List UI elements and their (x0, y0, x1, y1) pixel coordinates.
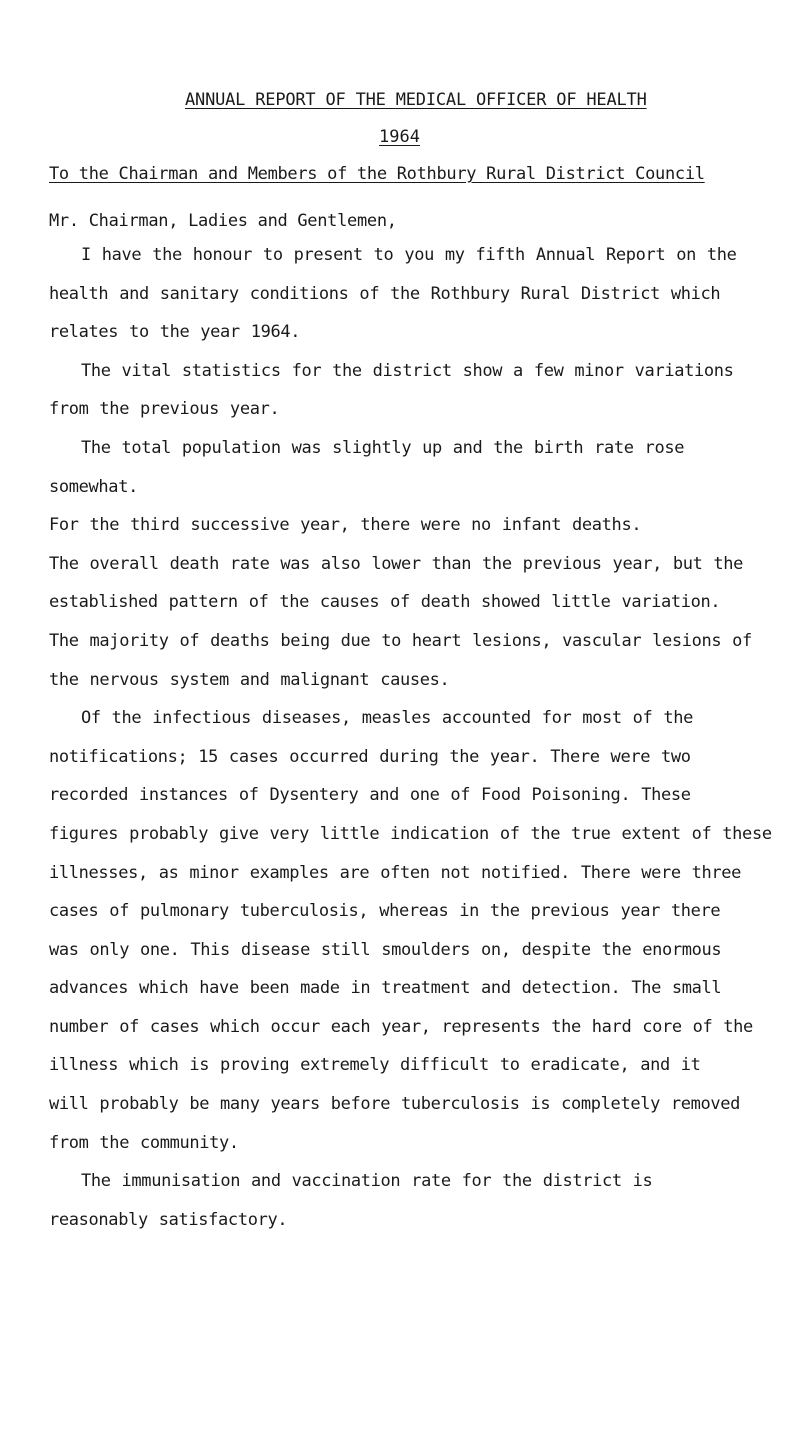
body-line: number of cases which occur each year, represents the hard core of the (49, 1016, 753, 1037)
body-line: will probably be many years before tuberculosis is completely removed (49, 1094, 741, 1115)
body-line: from the community. (49, 1132, 239, 1153)
body-line: somewhat. (49, 476, 138, 497)
body-line: For the third successive year, there were no infant deaths. (49, 515, 642, 536)
report-year: 1964 (379, 127, 420, 147)
body-line: illnesses, as minor examples are often not notified. There were three (49, 862, 742, 883)
body-line: the nervous system and malignant causes. (49, 669, 450, 690)
body-line: cases of pulmonary tuberculosis, whereas in the previous year there (49, 901, 721, 922)
body-line: The total population was slightly up and the birth rate rose (81, 437, 685, 458)
body-line: from the previous year. (49, 399, 280, 420)
body-line: recorded instances of Dysentery and one of Food Poisoning. These (49, 785, 691, 806)
report-body (49, 236, 779, 1239)
report-title: ANNUAL REPORT OF THE MEDICAL OFFICER OF HEALTH (185, 90, 647, 110)
addressee-line: To the Chairman and Members of the Rothbury Rural District Council (49, 164, 705, 184)
salutation: Mr. Chairman, Ladies and Gentlemen, (49, 211, 397, 231)
body-line: reasonably satisfactory. (49, 1209, 288, 1230)
body-line: I have the honour to present to you my fifth Annual Report on the (81, 245, 737, 265)
body-line: notifications; 15 cases occurred during the year. There were two (49, 746, 691, 767)
body-line: The majority of deaths being due to heart lesions, vascular lesions of (49, 630, 752, 651)
body-line: advances which have been made in treatment and detection. The small (49, 978, 722, 999)
body-paragraphs (49, 236, 779, 1239)
body-line: health and sanitary conditions of the Rothbury Rural District which (49, 283, 721, 304)
body-line: illness which is proving extremely difficult to eradicate, and it (49, 1055, 701, 1076)
body-line: figures probably give very little indication of the true extent of these (49, 823, 772, 844)
body-line: The immunisation and vaccination rate for the district is (81, 1171, 653, 1192)
body-line: was only one. This disease still smoulders on, despite the enormous (49, 939, 722, 960)
body-line: established pattern of the causes of death showed little variation. (49, 592, 721, 613)
body-line: relates to the year 1964. (49, 322, 301, 343)
body-line: The overall death rate was also lower than the previous year, but the (49, 553, 744, 574)
body-line: The vital statistics for the district show a few minor variations (81, 360, 734, 381)
body-line: Of the infectious diseases, measles accounted for most of the (81, 708, 693, 729)
